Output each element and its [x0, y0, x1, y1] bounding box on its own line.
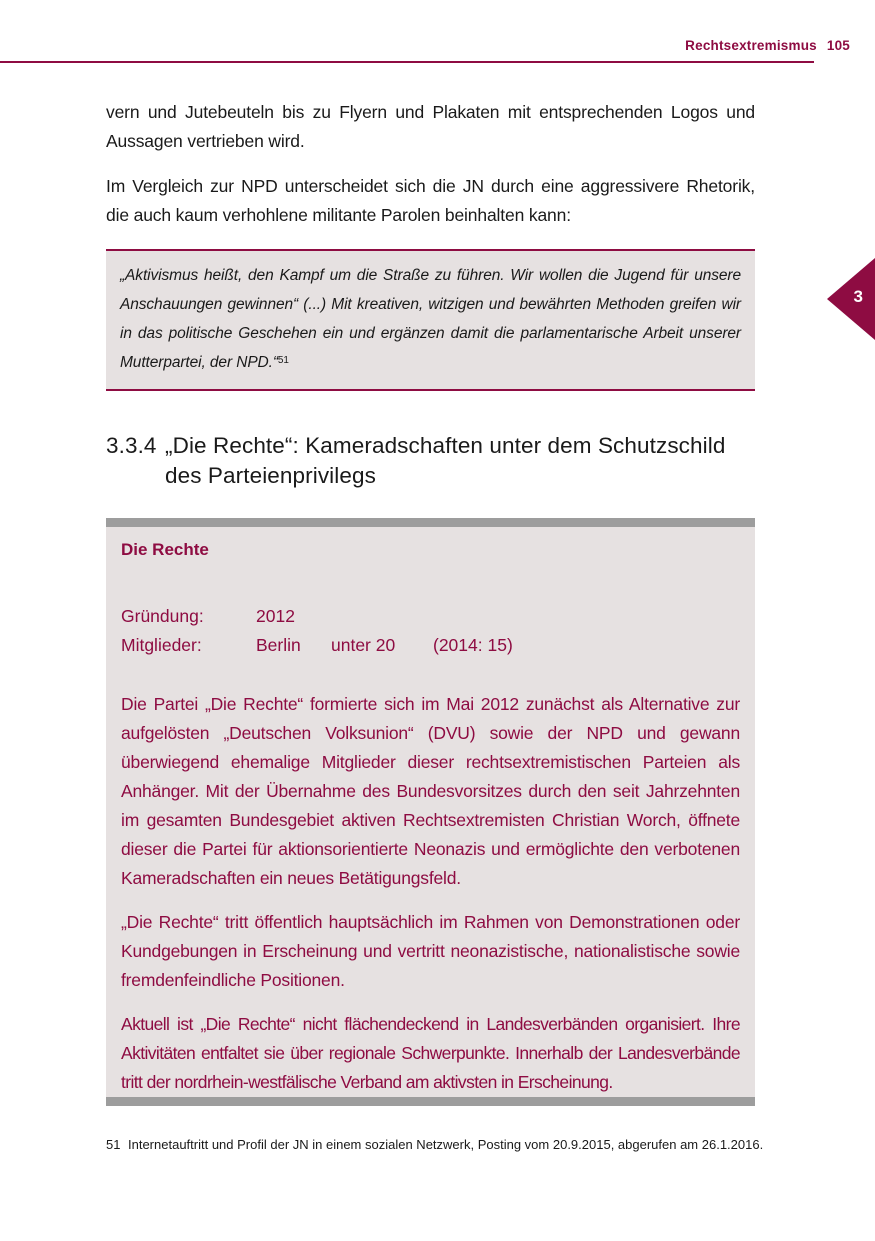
info-box [106, 518, 755, 1106]
section-number: 3.3.4 [106, 433, 157, 458]
section-heading [106, 431, 766, 491]
footnote-text: Internetauftritt und Profil der JN in einem sozialen Netzwerk, Posting vom 20.9.2015, abgerufen am 26.1.2016. [128, 1137, 764, 1152]
body-paragraph: vern und Jutebeuteln bis zu Flyern und Plakaten mit entsprechenden Logos und Aussagen vertrieben wird. [106, 102, 755, 151]
quote-text: „Aktivismus heißt, den Kampf um die Straße zu führen. Wir wollen die Jugend für unsere Anschauungen gewinnen“ (...) Mit kreativen, witzigen und bewährten Methoden greifen wir in das politische Geschehen ein und ergänzen damit die parlamentarische Arbeit unserer Mutterpartei, der NPD.“ [120, 267, 741, 371]
footnote [106, 1135, 766, 1154]
info-box-paragraph: Die Partei „Die Rechte“ formierte sich im Mai 2012 zunächst als Alternative zur aufgelösten „Deutschen Volksunion“ (DVU) sowie der NPD und gewann überwiegend ehemalige Mitglieder dieser rechtsextremistischen Parteien als Anhänger. Mit der Übernahme des Bundesvorsitzes durch den seit Jahrzehnten im gesamten Bundesgebiet aktiven Rechtsextremisten Christian Worch, öffnete dieser die Partei für aktionsorientierte Neonazis und ermöglichte den verbotenen Kameradschaften ein neues Betätigungsfeld. [121, 694, 740, 888]
fact-row-founding [121, 602, 513, 631]
footnote-number: 51 [106, 1137, 121, 1152]
info-box-text [121, 690, 740, 1112]
body-paragraph: Im Vergleich zur NPD unterscheidet sich die JN durch eine aggressivere Rhetorik, die auch kaum verhohlene militante Parolen beinhalten kann: [106, 176, 755, 225]
quote-paragraph [120, 261, 741, 377]
fact-label: Mitglieder: [121, 635, 202, 655]
fact-value: Berlin [256, 635, 301, 655]
fact-value: unter 20 [331, 635, 396, 655]
running-title: Rechtsextremismus [685, 38, 817, 53]
section-title: „Die Rechte“: Kameradschaften unter dem Schutzschild des Parteienprivilegs [165, 433, 726, 488]
footnote-ref[interactable]: 51 [277, 355, 289, 366]
info-box-paragraph: „Die Rechte“ tritt öffentlich hauptsächlich im Rahmen von Demonstrationen oder Kundgebungen in Erscheinung und vertritt neonazistische, nationalistische sowie fremdenfeindliche Positionen. [121, 912, 740, 990]
chapter-number: 3 [853, 287, 863, 306]
running-header [685, 38, 850, 53]
fact-label: Gründung: [121, 606, 204, 626]
chapter-tab [827, 258, 875, 340]
info-box-paragraph: Aktuell ist „Die Rechte“ nicht flächendeckend in Landesverbänden organisiert. Ihre Aktivitäten entfaltet sie über regionale Schwerpunkte. Innerhalb der Landesverbände tritt der nordrhein-westfälische Verband am aktivsten in Erscheinung. [121, 1014, 740, 1092]
info-box-title: Die Rechte [121, 540, 209, 559]
chapter-tab-triangle-icon [827, 258, 875, 340]
facts-table [121, 602, 513, 660]
header-rule [0, 61, 814, 63]
page-number: 105 [826, 38, 850, 53]
fact-value: (2014: 15) [433, 635, 513, 655]
block-quote [106, 249, 755, 391]
fact-row-members [121, 631, 513, 660]
fact-value: 2012 [256, 606, 295, 626]
